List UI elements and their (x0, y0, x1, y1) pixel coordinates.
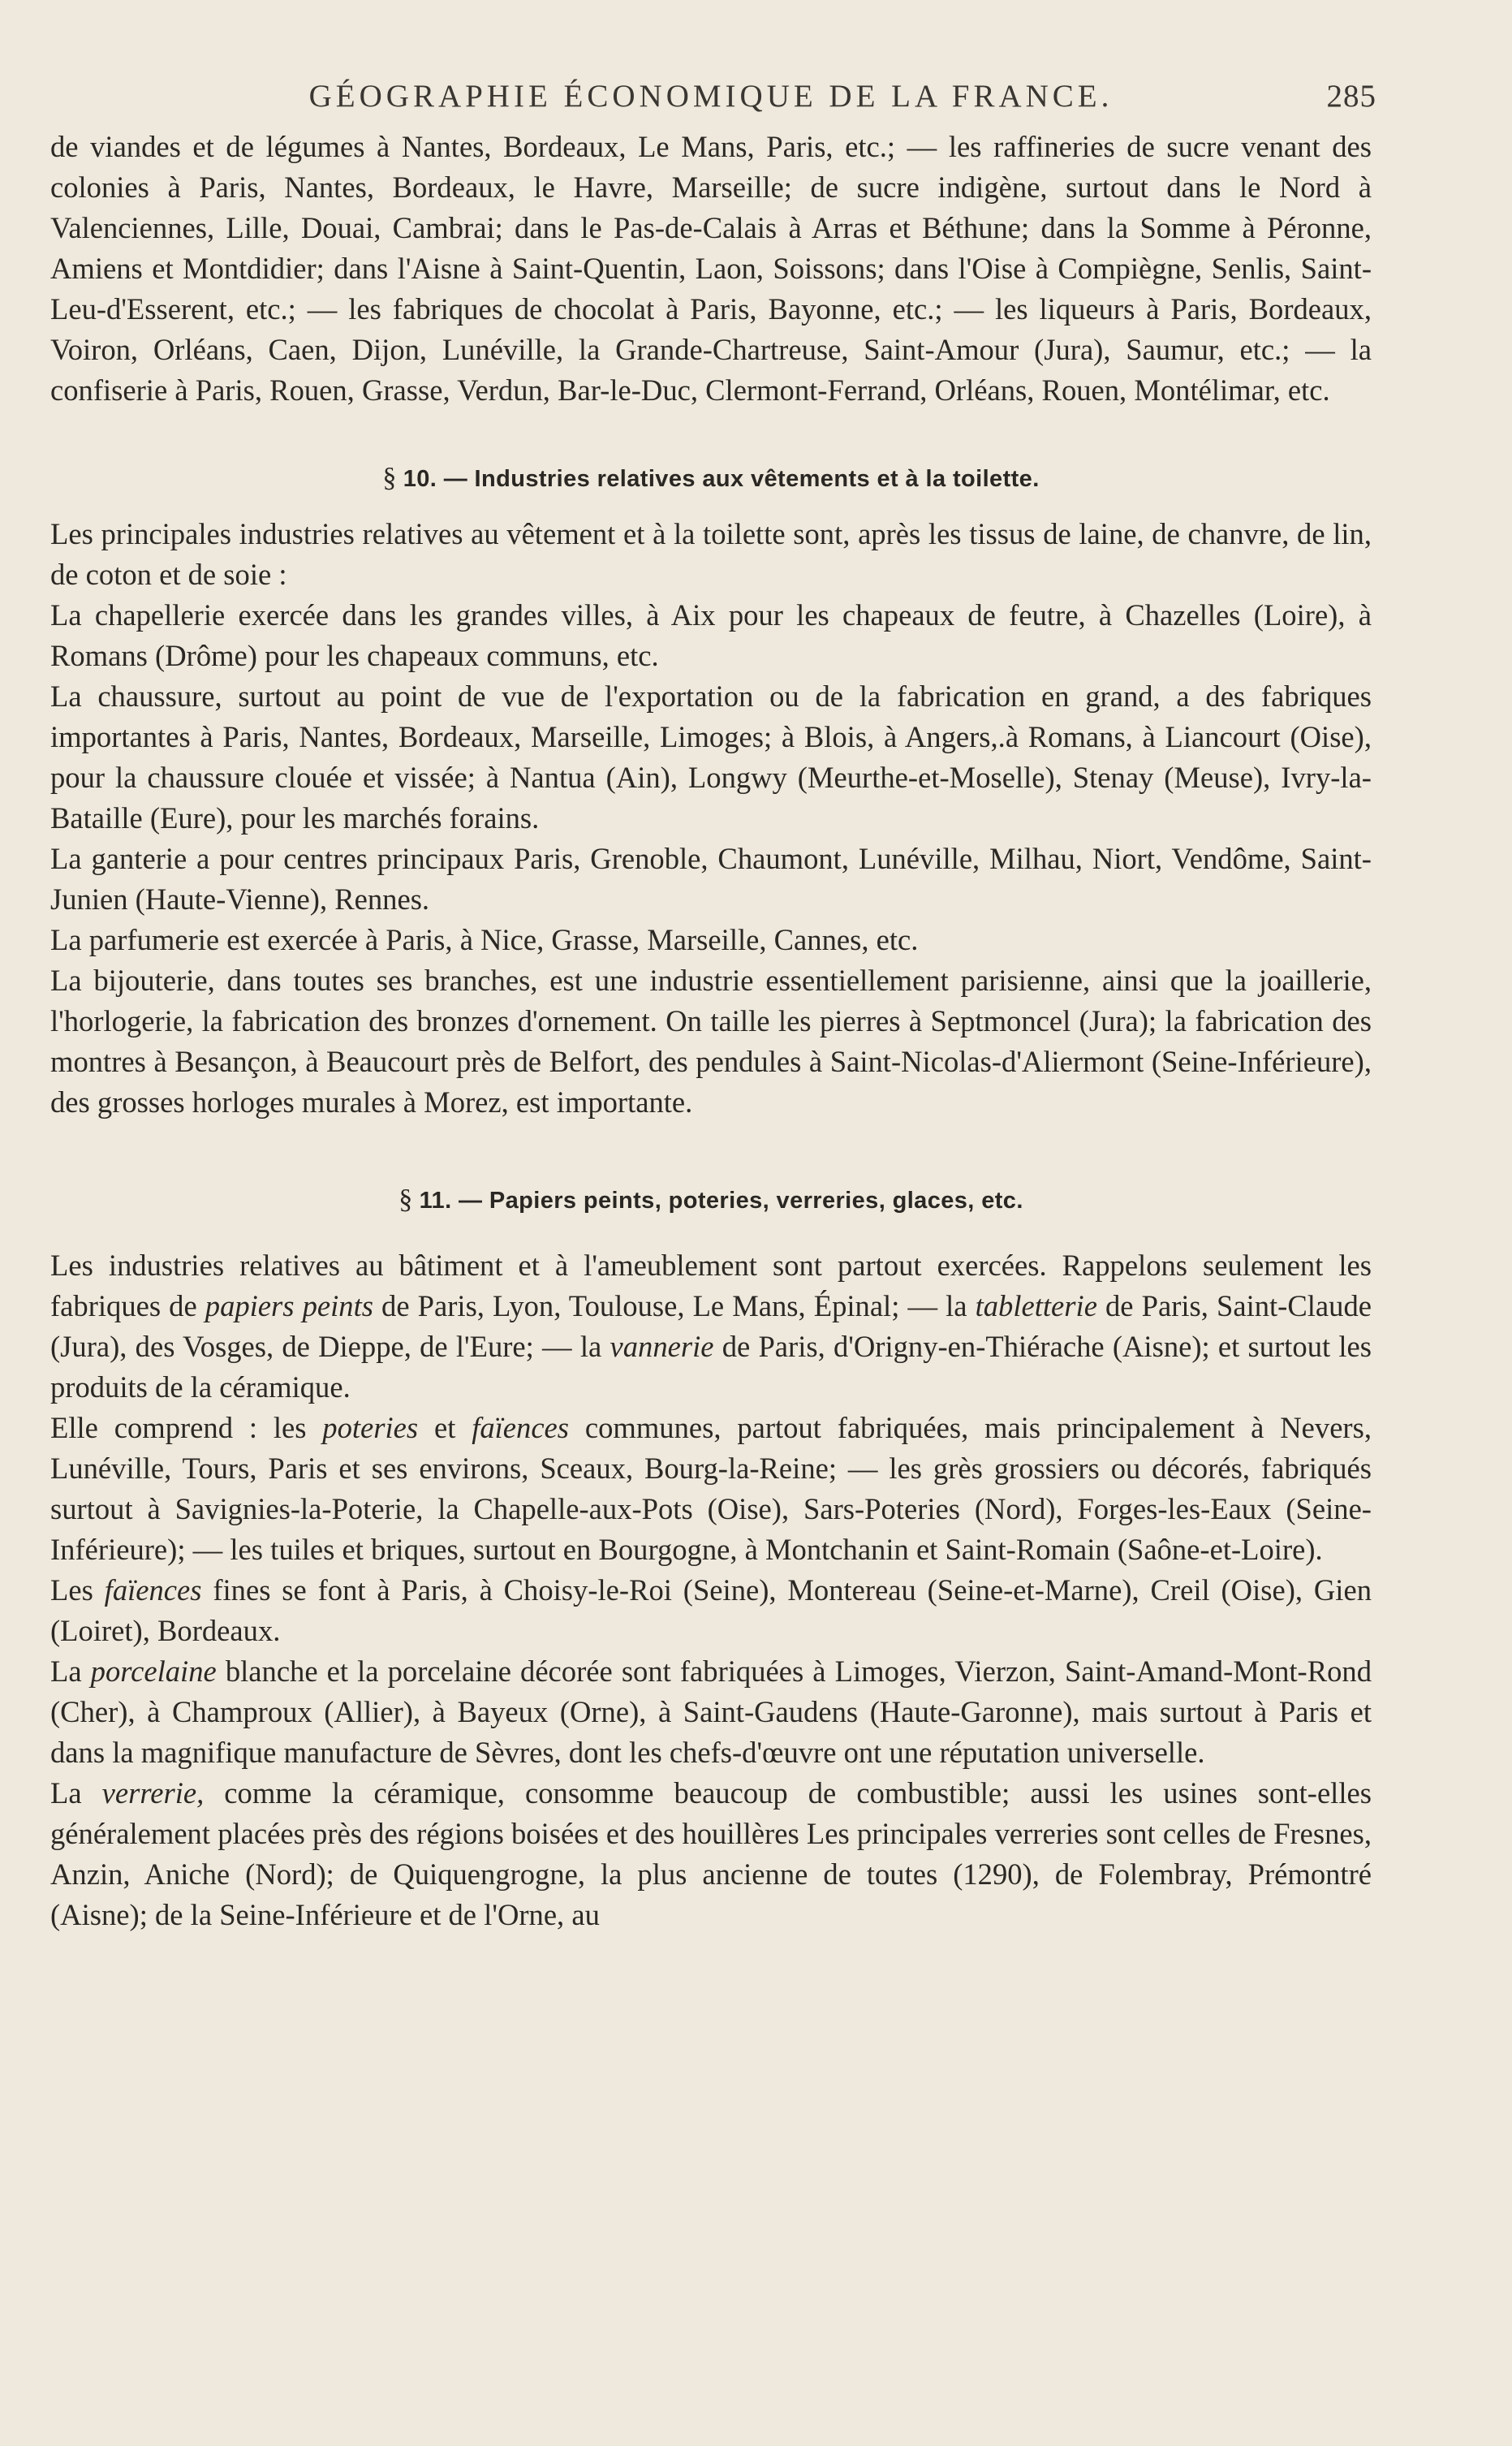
section-11-heading (50, 1180, 1372, 1221)
paragraph (50, 1651, 1372, 1773)
emphasis: vannerie (610, 1330, 714, 1363)
text-run: Elle comprend : les (50, 1411, 323, 1444)
text-run: de Paris, Saint-Claude (Jura), des Vosges, de Dieppe, de l'Eure; — la (50, 1289, 1372, 1363)
text-run: et (418, 1411, 472, 1444)
emphasis: faïences (104, 1573, 202, 1607)
section-10-title: 10. — Industries relatives aux vêtements et à la toilette. (403, 466, 1040, 492)
text-run: blanche et la porcelaine décorée sont fabriquées à Limoges, Vierzon, Saint-Amand-Mont-Rond (Cher), à Champroux (Allier), à Bayeux (Orne), à Saint-Gaudens (Haute-Garonne), mais surtout à Paris et dans la magnifique manufacture de Sèvres, dont les chefs-d'œuvre ont une réputation universelle. (50, 1654, 1372, 1769)
emphasis: poteries (322, 1411, 419, 1444)
emphasis: papiers peints (205, 1289, 373, 1322)
text-run: La (50, 1654, 91, 1688)
emphasis: tabletterie (975, 1289, 1097, 1322)
running-head-title: GÉOGRAPHIE ÉCONOMIQUE DE LA FRANCE. (308, 79, 1114, 114)
paragraph (50, 1408, 1372, 1570)
page-number: 285 (1326, 79, 1376, 114)
section-10-heading (50, 458, 1372, 499)
paragraph: La chaussure, surtout au point de vue de l'exportation ou de la fabrication en grand, a des fabriques importantes à Paris, Nantes, Bordeaux, Marseille, Limoges; à Blois, à Angers,.à Romans, à Liancourt (Oise), pour la chaussure clouée et vissée; à Nantua (Ain), Longwy (Meurthe-et-Moselle), Stenay (Meuse), Ivry-la-Bataille (Eure), pour les marchés forains. (50, 679, 1372, 835)
paragraph: Les principales industries relatives au vêtement et à la toilette sont, après les tissus de laine, de chanvre, de lin, de coton et de soie : (50, 517, 1372, 591)
paragraph (50, 1570, 1372, 1651)
paragraph: La parfumerie est exercée à Paris, à Nice, Grasse, Marseille, Cannes, etc. (50, 923, 919, 956)
emphasis: verrerie, (101, 1776, 205, 1810)
text-run: comme la céramique, consomme beaucoup de combustible; aussi les usines sont-elles généralement placées près des régions boisées et des houillères Les principales verreries sont celles de Fresnes, Anzin, Aniche (Nord); de Quiquengrogne, la plus ancienne de toutes (1290), de Folembray, Prémontré (Aisne); de la Seine-Inférieure et de l'Orne, au (50, 1776, 1372, 1931)
paragraph: La ganterie a pour centres principaux Paris, Grenoble, Chaumont, Lunéville, Milhau, Niort, Vendôme, Saint-Junien (Haute-Vienne), Rennes. (50, 842, 1372, 916)
emphasis: porcelaine (90, 1654, 217, 1688)
section-mark: § (398, 1184, 413, 1214)
paragraph: La bijouterie, dans toutes ses branches, est une industrie essentiellement parisienne, ainsi que la joaillerie, l'horlogerie, la fabrication des bronzes d'ornement. On taille les pierres à Septmoncel (Jura); la fabrication des montres à Besançon, à Beaucourt près de Belfort, des pendules à Saint-Nicolas-d'Aliermont (Seine-Inférieure), des grosses horloges murales à Morez, est importante. (50, 964, 1372, 1119)
body-text (50, 127, 1372, 1935)
text-run: Les industries relatives au bâtiment et à l'ameublement sont partout exercées. Rappelons seulement les fabriques de (50, 1249, 1372, 1322)
text-run: de Paris, d'Origny-en-Thiérache (Aisne); et surtout les produits de la céramique. (50, 1330, 1372, 1404)
running-head (50, 78, 1376, 127)
text-run: fines se font à Paris, à Choisy-le-Roi (Seine), Montereau (Seine-et-Marne), Creil (Oise), Gien (Loiret), Bordeaux. (50, 1573, 1372, 1647)
opening-paragraph: de viandes et de légumes à Nantes, Bordeaux, Le Mans, Paris, etc.; — les raffineries de sucre venant des colonies à Paris, Nantes, Bordeaux, le Havre, Marseille; de sucre indigène, surtout dans le Nord à Valenciennes, Lille, Douai, Cambrai; dans le Pas-de-Calais à Arras et Béthune; dans la Somme à Péronne, Amiens et Montdidier; dans l'Aisne à Saint-Quentin, Laon, Soissons; dans l'Oise à Compiègne, Senlis, Saint-Leu-d'Esserent, etc.; — les fabriques de chocolat à Paris, Bayonne, etc.; — les liqueurs à Paris, Bordeaux, Voiron, Orléans, Caen, Dijon, Lunéville, la Grande-Chartreuse, Saint-Amour (Jura), Saumur, etc.; — la confiserie à Paris, Rouen, Grasse, Verdun, Bar-le-Duc, Clermont-Ferrand, Orléans, Rouen, Montélimar, etc. (50, 130, 1372, 407)
page (50, 78, 1376, 1935)
text-run: de Paris, Lyon, Toulouse, Le Mans, Épinal; — la (373, 1289, 976, 1322)
section-11-title: 11. — Papiers peints, poteries, verreries, glaces, etc. (419, 1188, 1023, 1214)
text-run: communes, partout fabriquées, mais principalement à Nevers, Lunéville, Tours, Paris et ses environs, Sceaux, Bourg-la-Reine; — les grès grossiers ou décorés, fabriqués surtout à Savignies-la-Poterie, la Chapelle-aux-Pots (Oise), Sars-Poteries (Nord), Forges-les-Eaux (Seine-Inférieure); — les tuiles et briques, surtout en Bourgogne, à Montchanin et Saint-Romain (Saône-et-Loire). (50, 1411, 1372, 1566)
paragraph (50, 1773, 1372, 1935)
text-run: La (50, 1776, 102, 1810)
paragraph (50, 1245, 1372, 1408)
section-mark: § (382, 463, 397, 493)
text-run: Les (50, 1573, 105, 1607)
paragraph: La chapellerie exercée dans les grandes villes, à Aix pour les chapeaux de feutre, à Chazelles (Loire), à Romans (Drôme) pour les chapeaux communs, etc. (50, 598, 1372, 672)
emphasis: faïences (472, 1411, 570, 1444)
